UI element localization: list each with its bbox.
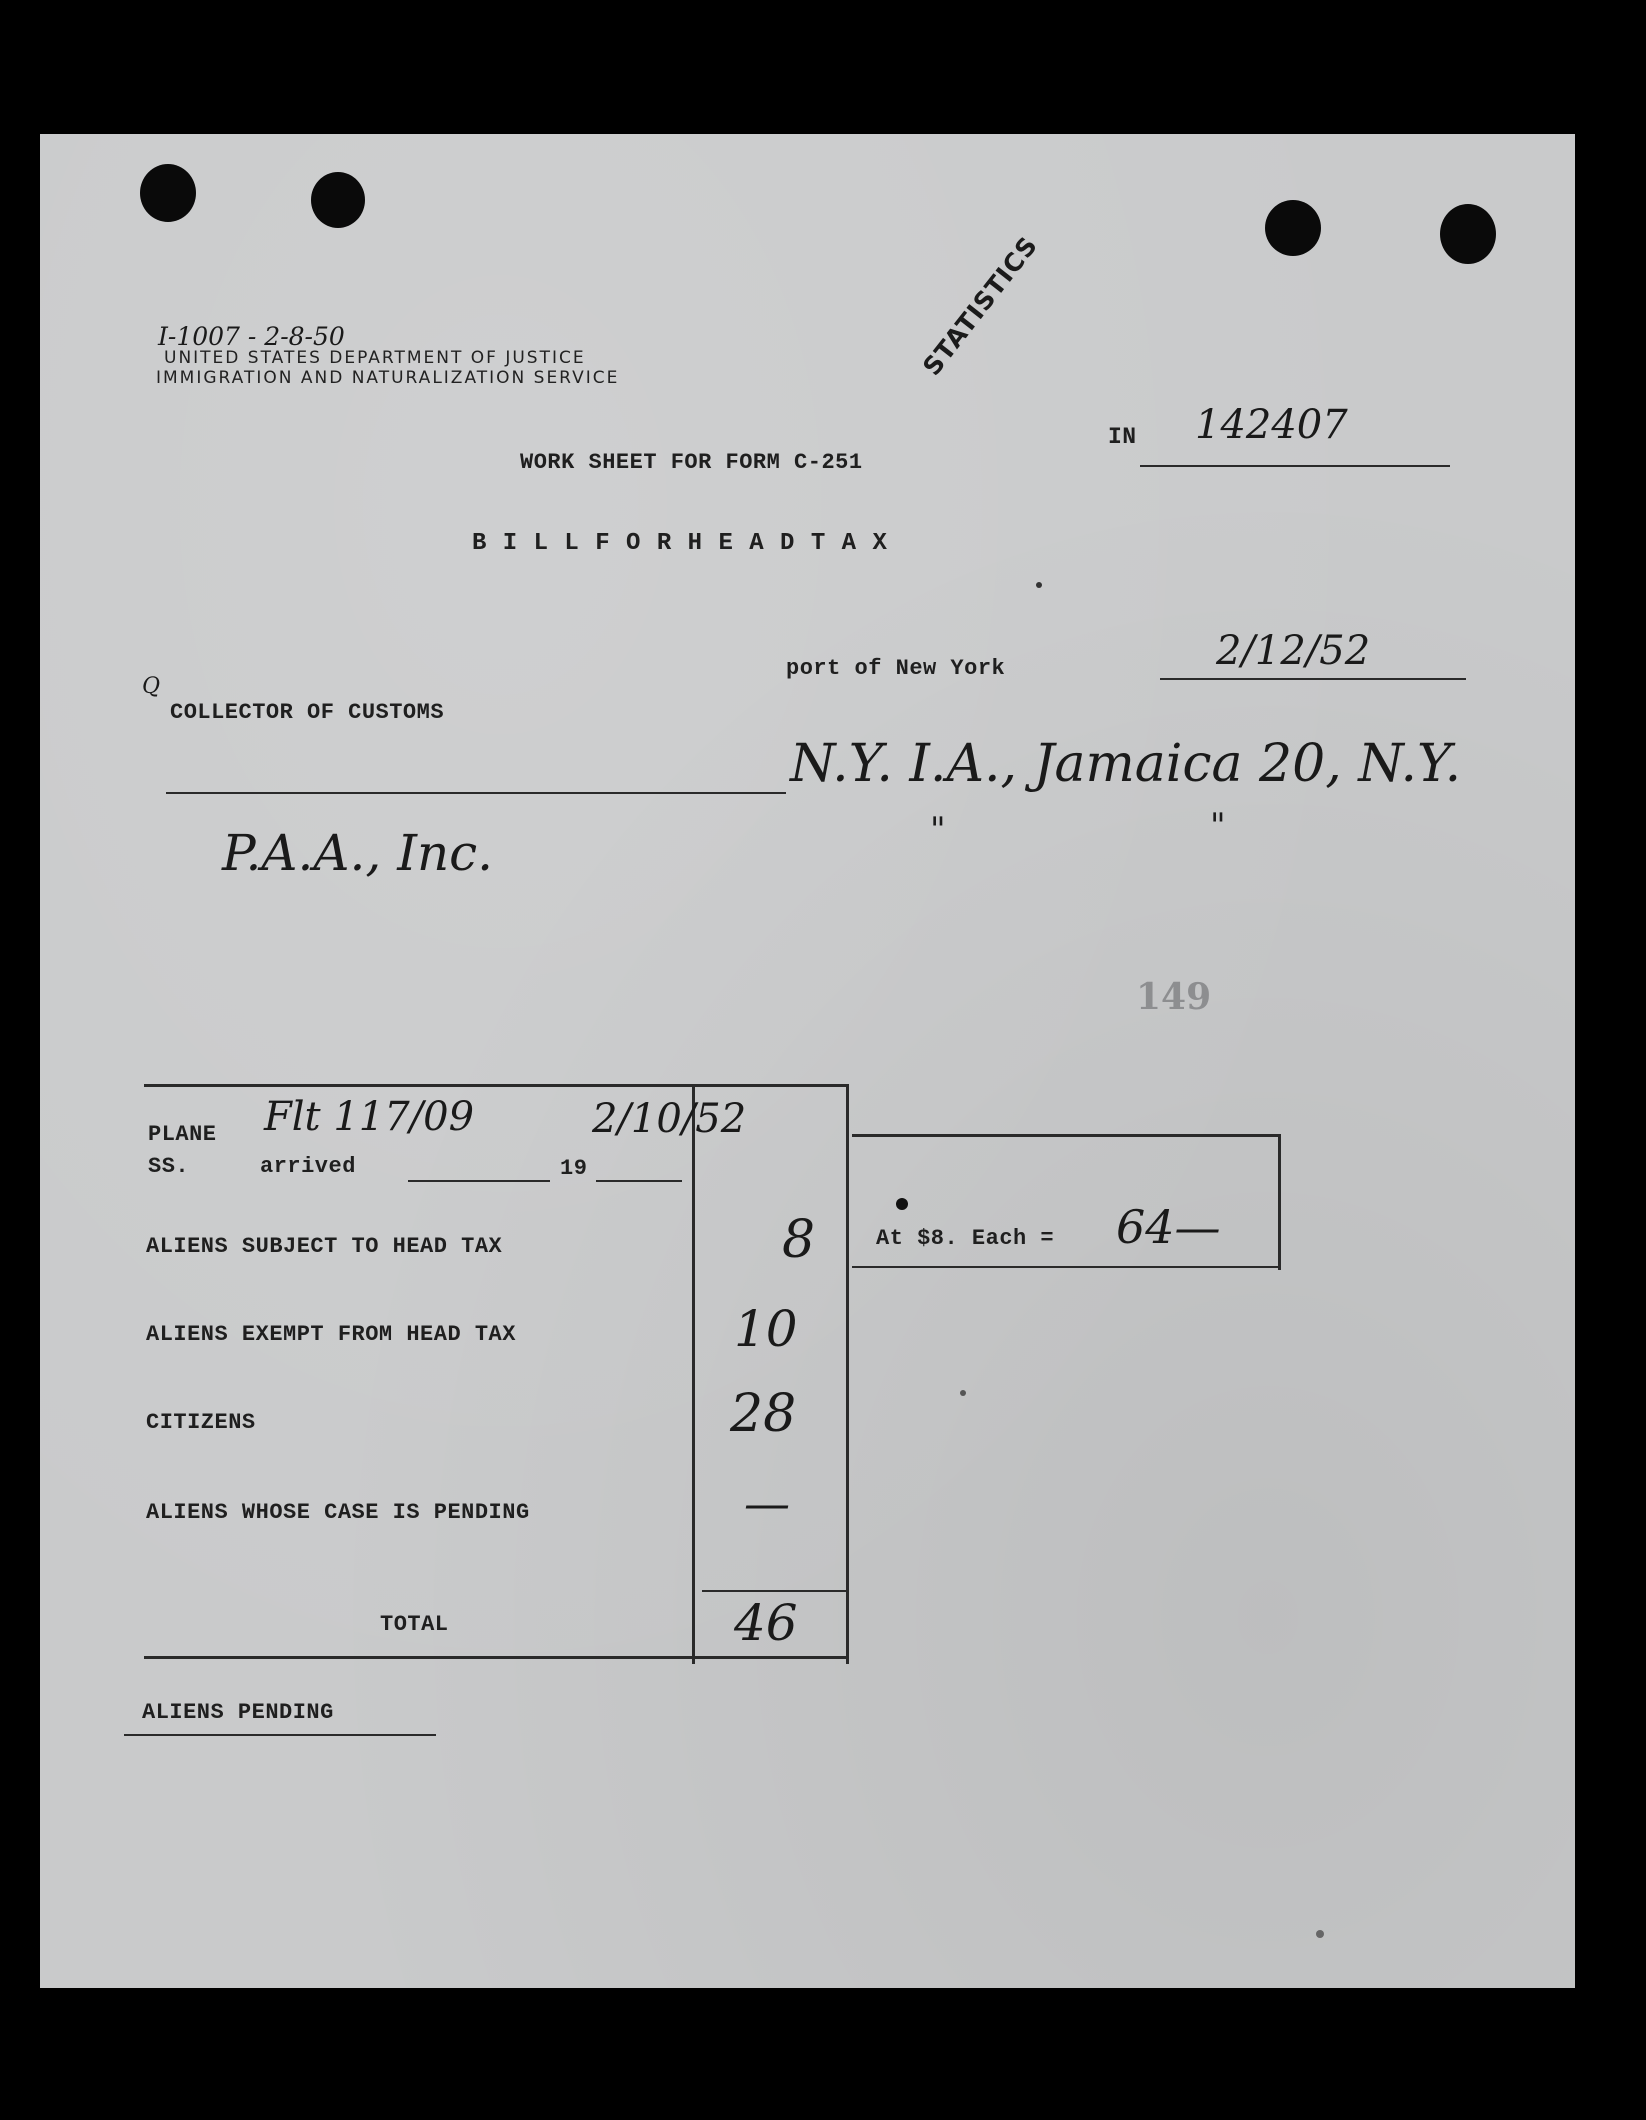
rate-box-right bbox=[1278, 1134, 1281, 1270]
total-divider bbox=[702, 1590, 848, 1592]
in-label: IN bbox=[1108, 424, 1137, 450]
bill-date: 2/12/52 bbox=[1216, 628, 1371, 674]
ink-speck bbox=[960, 1390, 966, 1396]
plane-label: PLANE bbox=[148, 1122, 217, 1147]
arrived-label: arrived bbox=[260, 1154, 356, 1179]
punch-hole bbox=[311, 172, 365, 228]
row-label-exempt: ALIENS EXEMPT FROM HEAD TAX bbox=[146, 1322, 516, 1347]
punch-hole bbox=[1265, 200, 1321, 256]
year-prefix: 19 bbox=[560, 1156, 588, 1181]
carrier-location: N.Y. I.A., Jamaica 20, N.Y. bbox=[790, 734, 1462, 794]
value-column-divider bbox=[692, 1084, 695, 1664]
ink-speck bbox=[1036, 582, 1042, 588]
date-underline bbox=[1160, 678, 1466, 680]
rate-total: 64— bbox=[1116, 1200, 1221, 1254]
row-label-subject: ALIENS SUBJECT TO HEAD TAX bbox=[146, 1234, 503, 1259]
row-value-pending: — bbox=[744, 1476, 790, 1530]
total-label: TOTAL bbox=[380, 1612, 449, 1637]
arrival-date: 2/10/52 bbox=[592, 1096, 747, 1142]
row-value-subject: 8 bbox=[782, 1210, 816, 1270]
addressee-line bbox=[166, 792, 786, 794]
ss-label: SS. bbox=[148, 1154, 190, 1179]
table-top-border bbox=[144, 1084, 848, 1087]
ditto-mark: " bbox=[930, 810, 946, 850]
page-number: 149 bbox=[1136, 976, 1212, 1018]
rate-box-top bbox=[852, 1134, 1280, 1137]
ink-speck bbox=[896, 1198, 908, 1210]
rate-label: At $8. Each = bbox=[876, 1226, 1055, 1251]
row-value-citizens: 28 bbox=[730, 1384, 797, 1444]
in-number-underline bbox=[1140, 465, 1450, 467]
table-bottom-border bbox=[144, 1656, 848, 1659]
worksheet-title: WORK SHEET FOR FORM C-251 bbox=[520, 450, 863, 475]
rate-box-bottom bbox=[852, 1266, 1280, 1268]
year-line bbox=[596, 1180, 682, 1182]
ditto-mark: " bbox=[1210, 806, 1226, 846]
document-page bbox=[40, 134, 1575, 1988]
aliens-pending-underline bbox=[124, 1734, 436, 1736]
bill-title: B I L L F O R H E A D T A X bbox=[472, 530, 888, 557]
row-value-exempt: 10 bbox=[734, 1300, 798, 1358]
port-label: port of New York bbox=[786, 656, 1006, 681]
arrived-date-line bbox=[408, 1180, 550, 1182]
service-line: IMMIGRATION AND NATURALIZATION SERVICE bbox=[156, 368, 620, 388]
collector-label: COLLECTOR OF CUSTOMS bbox=[170, 700, 445, 725]
form-code: I-1007 - 2-8-50 bbox=[158, 322, 345, 351]
table-right-border bbox=[846, 1084, 849, 1664]
row-label-citizens: CITIZENS bbox=[146, 1410, 256, 1435]
ink-speck bbox=[1316, 1930, 1324, 1938]
row-label-pending: ALIENS WHOSE CASE IS PENDING bbox=[146, 1500, 530, 1525]
aliens-pending-label: ALIENS PENDING bbox=[142, 1700, 334, 1725]
punch-hole bbox=[1440, 204, 1496, 264]
in-number: 142407 bbox=[1195, 402, 1348, 448]
total-value: 46 bbox=[734, 1594, 798, 1652]
department-line: UNITED STATES DEPARTMENT OF JUSTICE bbox=[164, 348, 586, 368]
carrier-name: P.A.A., Inc. bbox=[222, 824, 494, 882]
punch-hole bbox=[140, 164, 196, 222]
addressee-prefix: Q bbox=[142, 674, 161, 699]
flight-number: Flt 117/09 bbox=[264, 1094, 475, 1140]
statistics-stamp: STATISTICS bbox=[917, 230, 1044, 381]
